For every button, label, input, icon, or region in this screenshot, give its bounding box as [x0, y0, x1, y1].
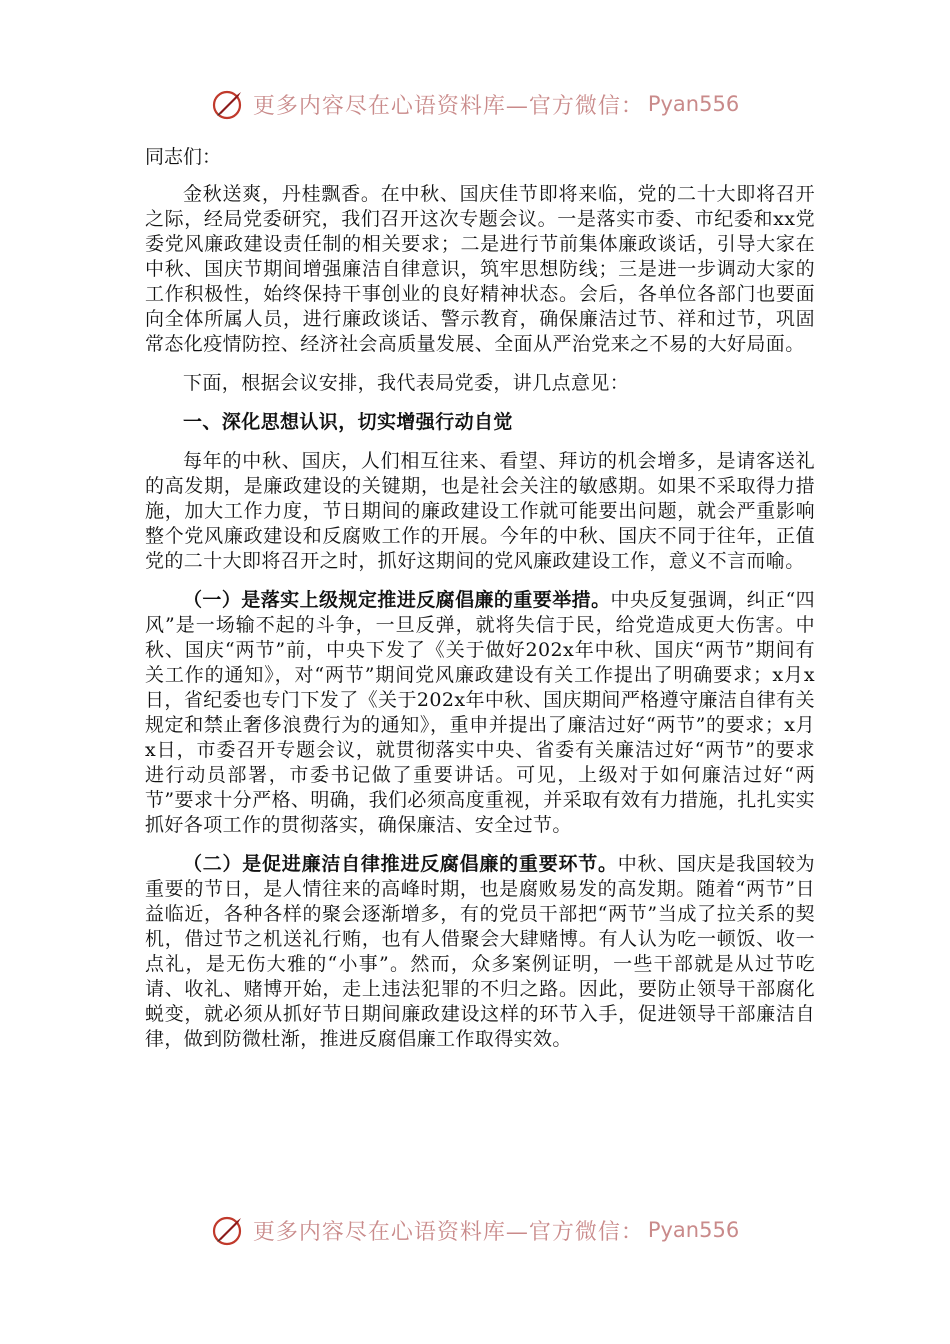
paragraph-point-1 — [145, 588, 815, 838]
watermark-text: 更多内容尽在心语资料库—官方微信： — [252, 1219, 644, 1245]
point-2-lead: （二）是促进廉洁自律推进反腐倡廉的重要环节。 — [183, 853, 618, 875]
section-heading-1: 一、深化思想认识，切实增强行动自觉 — [183, 411, 513, 433]
document-body — [145, 145, 815, 1066]
paragraph-intro: 下面，根据会议安排，我代表局党委，讲几点意见： — [183, 372, 630, 394]
watermark-wechat-id: Pyan556 — [647, 1218, 740, 1242]
salutation: 同志们： — [145, 146, 222, 168]
watermark-wechat-id: Pyan556 — [647, 92, 740, 116]
point-1-body: 中央反复强调，纠正“四风”是一场输不起的斗争，一旦反弹，就将失信于民，给党造成更大伤害。中秋、国庆“两节”前，中央下发了《关于做好202x年中秋、国庆“两节”期间有关工作的通知》，对“两节”期间党风廉政建设有关工作提出了明确要求；x月x日，省纪委也专门下发了《关于202x年中秋、国庆期间严格遵守廉洁自律有关规定和禁止奢侈浪费行为的通知》，重申并提出了廉洁过好“两节”的要求；x月x日，市委召开专题会议，就贯彻落实中央、省委有关廉洁过好“两节”的要求进行动员部署，市委书记做了重要讲话。可见，上级对于如何廉洁过好“两节”要求十分严格、明确，我们必须高度重视，并采取有效有力措施，扎扎实实抓好各项工作的贯彻落实，确保廉洁、安全过节。 — [145, 589, 815, 836]
paragraph-section-1: 每年的中秋、国庆，人们相互往来、看望、拜访的机会增多，是请客送礼的高发期，是廉政建设的关键期，也是社会关注的敏感期。如果不采取得力措施，加大工作力度，节日期间的廉政建设工作就可能要出问题，就会严重影响整个党风廉政建设和反腐败工作的开展。今年的中秋、国庆不同于往年，正值党的二十大即将召开之时，抓好这期间的党风廉政建设工作，意义不言而喻。 — [145, 450, 815, 572]
watermark-text: 更多内容尽在心语资料库—官方微信： — [252, 93, 644, 119]
watermark-footer — [0, 1210, 950, 1250]
pen-logo-icon — [211, 86, 247, 122]
watermark-header — [0, 84, 950, 124]
point-1-lead: （一）是落实上级规定推进反腐倡廉的重要举措。 — [183, 589, 611, 611]
point-2-body: 中秋、国庆是我国较为重要的节日，是人情往来的高峰时期，也是腐败易发的高发期。随着“两节”日益临近，各种各样的聚会逐渐增多，有的党员干部把“两节”当成了拉关系的契机，借过节之机送礼行贿，也有人借聚会大肆赌博。有人认为吃一顿饭、收一点礼，是无伤大雅的“小事”。然而，众多案例证明，一些干部就是从过节吃请、收礼、赌博开始，走上违法犯罪的不归之路。因此，要防止领导干部腐化蜕变，就必须从抓好节日期间廉政建设这样的环节入手，促进领导干部廉洁自律，做到防微杜渐，推进反腐倡廉工作取得实效。 — [145, 853, 815, 1050]
pen-logo-icon — [211, 1212, 247, 1248]
paragraph-point-2 — [145, 852, 815, 1052]
paragraph-opening: 金秋送爽，丹桂飘香。在中秋、国庆佳节即将来临，党的二十大即将召开之际，经局党委研究，我们召开这次专题会议。一是落实市委、市纪委和xx党委党风廉政建设责任制的相关要求；二是进行节前集体廉政谈话，引导大家在中秋、国庆节期间增强廉洁自律意识，筑牢思想防线；三是进一步调动大家的工作积极性，始终保持干事创业的良好精神状态。会后，各单位各部门也要面向全体所属人员，进行廉政谈话、警示教育，确保廉洁过节、祥和过节，巩固常态化疫情防控、经济社会高质量发展、全面从严治党来之不易的大好局面。 — [145, 183, 815, 355]
